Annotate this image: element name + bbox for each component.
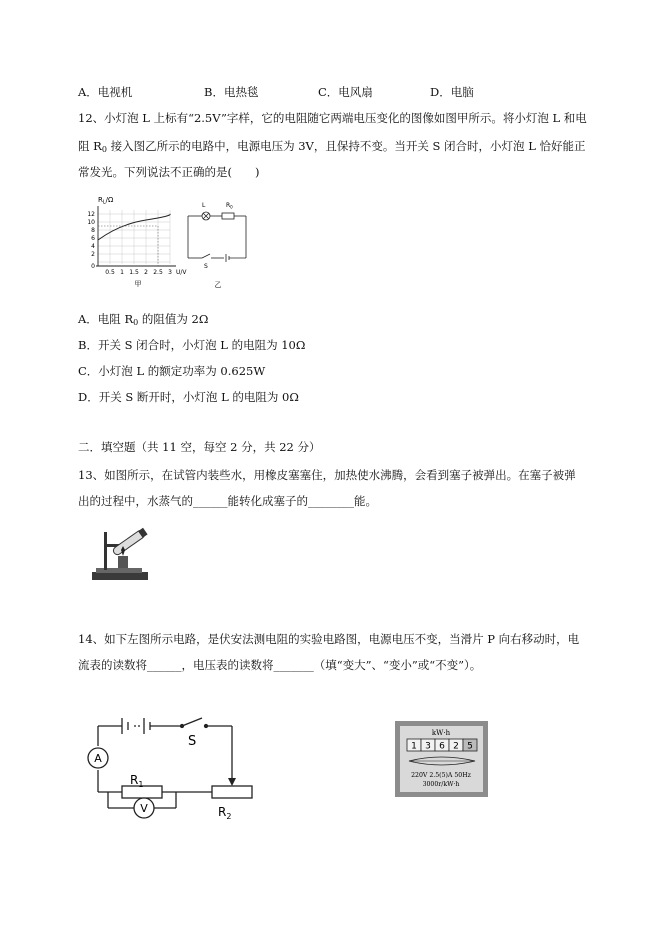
xtick: 1 — [120, 269, 124, 276]
xtick: 2 — [144, 269, 148, 276]
xtick: 3 — [168, 269, 172, 276]
switch-contact — [181, 725, 184, 728]
resistor-r0 — [222, 213, 234, 219]
ytick: 4 — [91, 243, 95, 250]
meter-constant: 3000r/kW·h — [422, 781, 460, 788]
q14-line-2: 流表的读数将______，电压表的读数将_______（填“变大”、“变小”或“不变”）。 — [78, 658, 482, 672]
q11-option-c: C．电风扇 — [318, 85, 373, 99]
xtick: 0.5 — [105, 269, 115, 276]
meter-digit: 3 — [425, 741, 431, 752]
q11-option-b: B．电热毯 — [204, 85, 259, 99]
q12-lamp-circuit — [180, 198, 255, 290]
graph-yticks — [87, 211, 95, 270]
meter-digit: 6 — [439, 741, 445, 752]
q12-line-2-post: 接入图乙所示的电路中，电源电压为 3V，且保持不变。当开关 S 闭合时，小灯泡 L 恰好能正 — [106, 139, 586, 153]
r1-label: $R_1$ — [130, 773, 144, 789]
q13-line-2: 出的过程中，水蒸气的______能转化成塞子的________能。 — [78, 494, 377, 508]
switch-label: S — [204, 263, 208, 270]
meter-digit: 5 — [467, 741, 473, 752]
ytick: 8 — [91, 227, 95, 234]
q12-option-b: B．开关 S 闭合时，小灯泡 L 的电阻为 10Ω — [78, 338, 306, 352]
ytick: 2 — [91, 251, 95, 258]
q11-option-d: D．电脑 — [430, 85, 474, 99]
graph-xticks — [105, 269, 172, 276]
voltmeter-label: V — [140, 802, 148, 815]
q12-line-1: 12、小灯泡 L 上标有“2.5V”字样，它的电阻随它两端电压变化的图像如图甲所示。将小灯泡 L 和电 — [78, 111, 587, 125]
q11-option-a: A．电视机 — [78, 85, 133, 99]
test-tube-apparatus — [90, 522, 155, 584]
resistor-label: $R_0$ — [226, 202, 233, 210]
q12-option-c: C．小灯泡 L 的额定功率为 0.625W — [78, 364, 266, 378]
lamp-label: L — [202, 202, 206, 209]
apparatus-stand-rod — [104, 532, 107, 570]
slider-arrow-icon — [228, 778, 236, 786]
q12-option-d: D．开关 S 断开时，小灯泡 L 的电阻为 0Ω — [78, 390, 299, 404]
option-sub: 0 — [133, 318, 139, 327]
switch-s-icon — [182, 718, 202, 726]
apparatus-platform — [96, 568, 142, 573]
q14-volt-ammeter-circuit — [78, 712, 268, 820]
ytick: 0 — [91, 263, 95, 270]
ytick: 6 — [91, 235, 95, 242]
alcohol-lamp-icon — [118, 556, 128, 568]
graph-xlabel: U/V — [176, 269, 187, 276]
option-pre: A．电阻 R — [78, 312, 134, 326]
section-2-title: 二．填空题（共 11 空，每空 2 分，共 22 分） — [78, 440, 321, 454]
graph-caption: 甲 — [134, 280, 142, 287]
meter-digit: 2 — [453, 741, 459, 752]
apparatus-base — [92, 572, 148, 580]
xtick: 1.5 — [129, 269, 139, 276]
q12-line-3: 常发光。下列说法不正确的是( ) — [78, 165, 260, 179]
meter-unit: kW·h — [431, 729, 451, 737]
ytick: 12 — [87, 211, 95, 218]
meter-spec: 220V 2.5(5)A 50Hz — [411, 772, 471, 779]
switch-s-icon — [202, 254, 210, 258]
option-post: 的阻值为 2Ω — [138, 312, 209, 326]
resistor-r2 — [212, 786, 252, 798]
q14-line-1: 14、如下左图所示电路，是伏安法测电阻的实验电路图，电源电压不变，当滑片 P 向右移动时，电 — [78, 632, 580, 646]
ytick: 10 — [87, 219, 95, 226]
q12-option-a — [78, 311, 208, 327]
ammeter-label: A — [94, 752, 102, 765]
q12-line-2 — [78, 138, 586, 154]
xtick: 2.5 — [153, 269, 163, 276]
q13-line-1: 13、如图所示，在试管内装些水，用橡皮塞塞住，加热使水沸腾，会看到塞子被弹出。在塞子被弹 — [78, 468, 576, 482]
graph-ylabel: $R_L/\Omega$ — [98, 196, 114, 206]
circuit-caption: 乙 — [214, 281, 222, 289]
q12-line-2-pre: 阻 R — [78, 139, 102, 153]
meter-digit: 1 — [411, 741, 417, 752]
q12-line-2-sub: 0 — [101, 145, 107, 154]
r2-label: $R_2$ — [218, 805, 232, 820]
switch-label: S — [188, 734, 197, 749]
electricity-meter-panel — [395, 721, 488, 797]
